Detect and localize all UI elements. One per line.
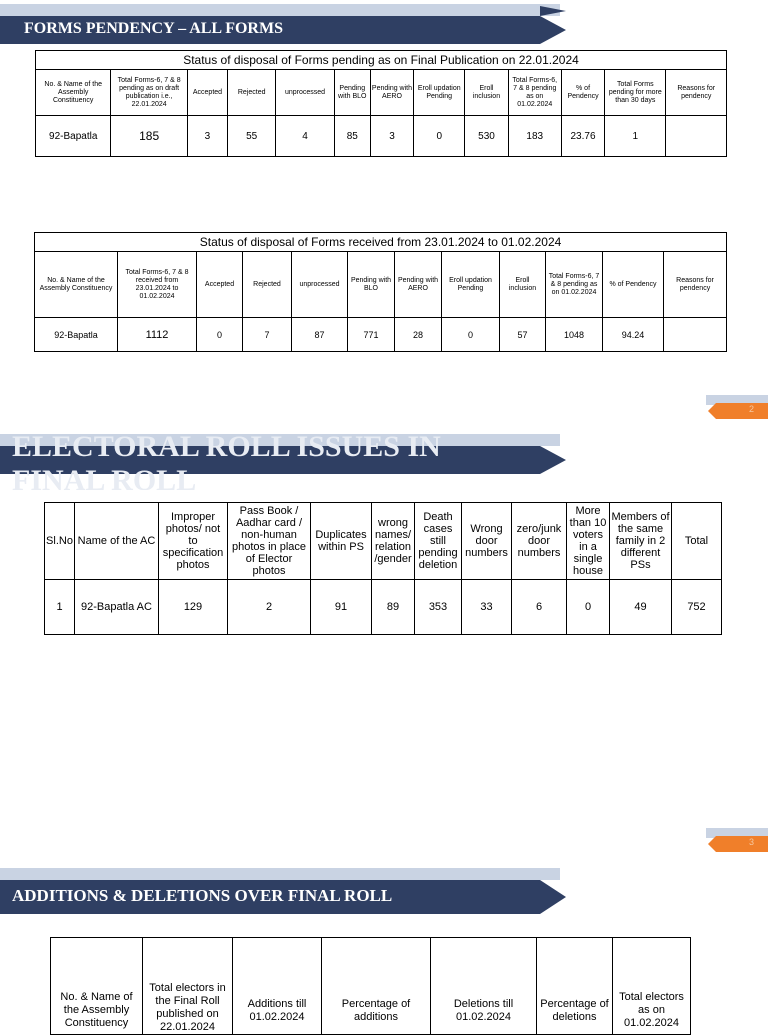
- table3-cell: 353: [415, 580, 462, 635]
- table1-header: Eroll inclusion: [465, 70, 508, 116]
- table2-cell: 0: [197, 318, 243, 352]
- table3-header: zero/junk door numbers: [512, 503, 567, 580]
- table1-header: Total Forms-6, 7 & 8 pending as on 01.02.2024: [508, 70, 561, 116]
- table4-header: Percentage of additions: [322, 938, 431, 1035]
- table2-cell: 92-Bapatla: [35, 318, 118, 352]
- tab-orange-arrow: [708, 403, 768, 419]
- table2-header: % of Pendency: [603, 252, 664, 318]
- table4-header: No. & Name of the Assembly Constituency: [51, 938, 143, 1035]
- table2-header: Pending with AERO: [395, 252, 442, 318]
- table3-header: Members of the same family in 2 different PSs: [610, 503, 672, 580]
- table4-header: Total electors as on 01.02.2024: [613, 938, 691, 1035]
- table2-cell: 7: [243, 318, 292, 352]
- table3-header: Wrong door numbers: [462, 503, 512, 580]
- table2-header: Pending with BLO: [348, 252, 395, 318]
- table1-cell: [666, 116, 727, 157]
- table3-header: Name of the AC: [75, 503, 159, 580]
- forms-pendency-banner: [0, 0, 600, 50]
- table1-cell: 4: [276, 116, 334, 157]
- additions-deletions-title: ADDITIONS & DELETIONS OVER FINAL ROLL: [12, 886, 393, 905]
- forms-received-table: [34, 232, 727, 352]
- table1-cell: 3: [370, 116, 413, 157]
- table-row: [35, 318, 727, 352]
- table1-cell: 1: [605, 116, 666, 157]
- table1-cell: 55: [228, 116, 276, 157]
- table2-cell: 28: [395, 318, 442, 352]
- table2-header: Total Forms-6, 7 & 8 pending as on 01.02.2024: [546, 252, 603, 318]
- table4-header: Additions till 01.02.2024: [233, 938, 322, 1035]
- table3-header: Sl.No: [45, 503, 75, 580]
- table1-header: Eroll updation Pending: [414, 70, 465, 116]
- table1-header: % of Pendency: [561, 70, 604, 116]
- table3-header: wrong names/ relation /gender: [372, 503, 415, 580]
- table3-cell: 6: [512, 580, 567, 635]
- table3-header: Total: [672, 503, 722, 580]
- table2-header: Accepted: [197, 252, 243, 318]
- table1-cell: 92-Bapatla: [36, 116, 111, 157]
- table1-header: Reasons for pendency: [666, 70, 727, 116]
- table3-cell: 1: [45, 580, 75, 635]
- slide-number-tab: [704, 395, 768, 417]
- table3-cell: 129: [159, 580, 228, 635]
- table1-cell: 0: [414, 116, 465, 157]
- table2-header: Reasons for pendency: [664, 252, 727, 318]
- forms-pending-final-publication-table: [35, 50, 727, 157]
- slide-number: 3: [748, 837, 754, 847]
- table3-cell: 49: [610, 580, 672, 635]
- table3-cell: 92-Bapatla AC: [75, 580, 159, 635]
- table1-cell: 3: [187, 116, 227, 157]
- table3-cell: 33: [462, 580, 512, 635]
- electoral-roll-issues-table: [44, 502, 722, 635]
- table2-cell: 1112: [118, 318, 197, 352]
- table1-header: unprocessed: [276, 70, 334, 116]
- table2-header: Rejected: [243, 252, 292, 318]
- table2-caption: Status of disposal of Forms received from 23.01.2024 to 01.02.2024: [35, 233, 727, 252]
- table1-header: Pending with BLO: [334, 70, 370, 116]
- forms-pendency-title: FORMS PENDENCY – ALL FORMS: [24, 20, 283, 37]
- table2-cell: 771: [348, 318, 395, 352]
- table1-cell: 85: [334, 116, 370, 157]
- table1-header: Accepted: [187, 70, 227, 116]
- table3-header: More than 10 voters in a single house: [567, 503, 610, 580]
- table3-cell: 89: [372, 580, 415, 635]
- table2-cell: [664, 318, 727, 352]
- electoral-roll-title-line2: FINAL ROLL: [12, 464, 197, 490]
- table1-cell: 183: [508, 116, 561, 157]
- table2-header: No. & Name of the Assembly Constituency: [35, 252, 118, 318]
- electoral-roll-banner: [0, 430, 600, 490]
- table1-header: Rejected: [228, 70, 276, 116]
- table2-cell: 1048: [546, 318, 603, 352]
- table1-cell: 23.76: [561, 116, 604, 157]
- table3-header: Improper photos/ not to specification photos: [159, 503, 228, 580]
- table4-header: Percentage of deletions: [537, 938, 613, 1035]
- table2-header: Eroll updation Pending: [442, 252, 500, 318]
- electoral-roll-title-line1: ELECTORAL ROLL ISSUES IN: [12, 430, 441, 463]
- additions-deletions-banner: [0, 864, 600, 916]
- table1-header: Total Forms-6, 7 & 8 pending as on draft publication i.e., 22.01.2024: [111, 70, 187, 116]
- table2-header: Eroll inclusion: [500, 252, 546, 318]
- table3-header: Duplicates within PS: [311, 503, 372, 580]
- slide-number: 2: [748, 404, 754, 414]
- table3-header: Pass Book / Aadhar card / non-human photos in place of Elector photos: [228, 503, 311, 580]
- table2-cell: 94.24: [603, 318, 664, 352]
- table1-cell: 185: [111, 116, 187, 157]
- table2-header: Total Forms-6, 7 & 8 received from 23.01.2024 to 01.02.2024: [118, 252, 197, 318]
- table1-header: Pending with AERO: [370, 70, 413, 116]
- slide-number-tab: [704, 828, 768, 850]
- table2-header: unprocessed: [292, 252, 348, 318]
- table3-header: Death cases still pending deletion: [415, 503, 462, 580]
- table3-cell: 752: [672, 580, 722, 635]
- additions-deletions-table: [50, 937, 691, 1035]
- table3-cell: 0: [567, 580, 610, 635]
- table2-cell: 57: [500, 318, 546, 352]
- table1-caption: Status of disposal of Forms pending as on Final Publication on 22.01.2024: [36, 51, 727, 70]
- table3-cell: 91: [311, 580, 372, 635]
- table-row: [45, 580, 722, 635]
- table1-cell: 530: [465, 116, 508, 157]
- table4-header: Total electors in the Final Roll published on 22.01.2024: [143, 938, 233, 1035]
- table3-cell: 2: [228, 580, 311, 635]
- table1-header: Total Forms pending for more than 30 days: [605, 70, 666, 116]
- table2-cell: 87: [292, 318, 348, 352]
- tab-orange-arrow: [708, 836, 768, 852]
- table2-cell: 0: [442, 318, 500, 352]
- table4-header: Deletions till 01.02.2024: [431, 938, 537, 1035]
- table-row: [36, 116, 727, 157]
- table1-header: No. & Name of the Assembly Constituency: [36, 70, 111, 116]
